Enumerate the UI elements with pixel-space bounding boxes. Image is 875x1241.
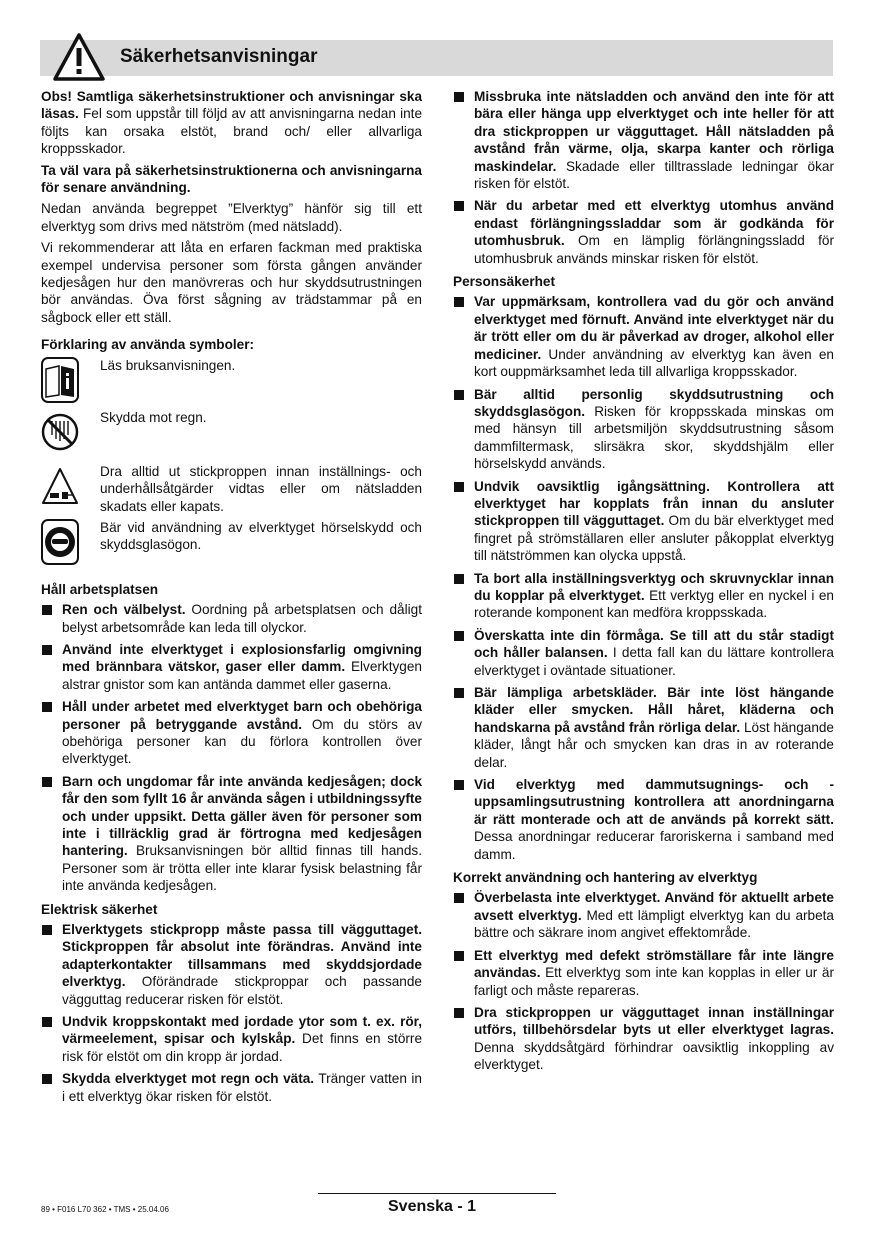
symbols-heading: Förklaring av använda symboler:: [41, 337, 255, 353]
list-item: Ett elverktyg med defekt strömställare får inte längre användas. Ett elverktyg som inte kan kopplas in eller ur är farligt och måste repareras.: [453, 947, 834, 999]
list-item: Skydda elverktyget mot regn och väta. Tränger vatten in i ett elverktyg ökar risken för elstöt.: [41, 1070, 422, 1105]
ear-eye-protection-icon: [41, 519, 79, 565]
right-column: [453, 88, 834, 1079]
list-item: Överbelasta inte elverktyget. Använd för aktuellt arbete avsett elverktyg. Med ett lämpligt elverktyg kan du arbeta bättre och säkrare inom angivet effektområde.: [453, 889, 834, 941]
list-item: När du arbetar med ett elverktyg utomhus använd endast förlängningssladdar som är godkända för utomhusbruk. Om en lämplig förlängningssladd för utomhusbruk används minskar risken för elstöt.: [453, 197, 834, 267]
list-item: Håll under arbetet med elverktyget barn och obehöriga personer på betryggande avstånd. Om du störs av obehöriga personer kan du förlora kontrollen över elverktyget.: [41, 698, 422, 768]
list-item: Elverktygets stickpropp måste passa till vägguttaget. Stickproppen får absolut inte förändras. Använd inte adapterkontakter tillsammans med skyddsjordade elverktyg. Oförändrade stickproppar och passande vägguttag reducerar risken för elstöt.: [41, 921, 422, 1008]
symbol-read-manual: Läs bruksanvisningen.: [41, 357, 422, 409]
tool-use-heading: Korrekt användning och hantering av elverktyg: [453, 870, 758, 886]
list-item: Undvik oavsiktlig igångsättning. Kontrollera att elverktyget har kopplats från innan du ansluter stickproppen till vägguttaget. Om du bär elverktyget med fingret på strömställaren eller ansluter påkopplat elverktyg till nätströmmen kan olycka uppstå.: [453, 478, 834, 565]
keep-instructions-paragraph: Ta väl vara på säkerhetsinstruktionerna och anvisningarna för senare användning.: [41, 162, 422, 196]
footer-divider: [318, 1193, 556, 1194]
read-manual-icon: [41, 357, 79, 403]
unplug-warning-icon: [41, 463, 79, 509]
document-code: 89 • F016 L70 362 • TMS • 25.04.06: [41, 1205, 169, 1214]
symbol-protective-gear: Bär vid användning av elverktyget hörselskydd och skyddsglasögon.: [41, 519, 422, 569]
electric-safety-heading: Elektrisk säkerhet: [41, 901, 158, 917]
list-item: Vid elverktyg med dammutsugnings- och -uppsamlingsutrustning kontrollera att anordningarna är rätt monterade och att de används på korrekt sätt. Dessa anordningar reducerar faroriskerna i samband med damm.: [453, 776, 834, 863]
intro-paragraph: Obs! Samtliga säkerhetsinstruktioner och anvisningar ska läsas. Fel som uppstår till följd av att anvisningarna nedan inte följts kan orsaka elstöt, brand och/ eller allvarliga kroppsskador.: [41, 89, 422, 157]
recommendation-paragraph: Vi rekommenderar att låta en erfaren fackman med praktiska exempel undervisa personer som första gången använder kedjesågen hur den manövreras och hur skyddsutrustningen bör användas. Öva först sågning av trädstammar på en sågbock eller ett ställ.: [41, 240, 422, 325]
page-title: Säkerhetsanvisningar: [120, 46, 318, 67]
list-item: Ta bort alla inställningsverktyg och skruvnycklar innan du kopplar på elverktyget. Ett verktyg eller en nyckel i en roterande komponent kan medföra kroppsskada.: [453, 570, 834, 622]
list-item: Undvik kroppskontakt med jordade ytor som t. ex. rör, värmeelement, spisar och kylskåp. Det finns en större risk för elstöt om din kropp är jordad.: [41, 1013, 422, 1065]
list-item: Barn och ungdomar får inte använda kedjesågen; dock får den som fyllt 16 år använda sågen i utbildningssyfte och under uppsikt. Detta gäller även för personer som inte i tillräcklig grad är förtrogna med kedjesågen hantering. Bruksanvisningen bör alltid finnas till hands. Personer som är trötta eller inte klarar fysisk belastning får inte använda kedjesågen.: [41, 773, 422, 895]
symbol-protect-rain: Skydda mot regn.: [41, 409, 422, 463]
list-item: Dra stickproppen ur vägguttaget innan inställningar utförs, tillbehörsdelar byts ut eller elverktyget lagras. Denna skyddsåtgärd förhindrar oavsiktlig inkoppling av elverktyget.: [453, 1004, 834, 1074]
workplace-heading: Håll arbetsplatsen: [41, 581, 159, 597]
list-item: Överskatta inte din förmåga. Se till att du står stadigt och håller balansen. I detta fall kan du lättare kontrollera elverktyget i oväntade situationer.: [453, 627, 834, 679]
list-item: Använd inte elverktyget i explosionsfarlig omgivning med brännbara vätskor, gaser eller damm. Elverktygen alstrar gnistor som kan antända dammet eller gaserna.: [41, 641, 422, 693]
no-rain-icon: [41, 409, 79, 455]
symbol-unplug: Dra alltid ut stickproppen innan inställnings- och underhållsåtgärder vidtas eller om nätsladden skadats eller kapats.: [41, 463, 422, 519]
page-number: Svenska - 1: [388, 1198, 477, 1215]
list-item: Ren och välbelyst. Oordning på arbetsplatsen och dåligt belyst arbetsområde kan leda till olyckor.: [41, 601, 422, 636]
list-item: Bär alltid personlig skyddsutrustning och skyddsglasögon. Risken för kroppsskada minskas om med hänsyn till arbetsmiljön skyddsutrustning såsom dammfiltermask, slirsäkra skor, skyddshjälm eller hörselskydd används.: [453, 386, 834, 473]
list-item: Var uppmärksam, kontrollera vad du gör och använd elverktyget med förnuft. Använd inte elverktyget när du är trött eller om du är påverkad av droger, alkohol eller mediciner. Under användning av elverktyg kan även en kort ouppmärksamhet leda till allvarliga kroppsskador.: [453, 293, 834, 380]
warning-triangle-icon: [52, 32, 106, 82]
list-item: Missbruka inte nätsladden och använd den inte för att bära eller hänga upp elverktyget och inte heller för att dra stickproppen ur vägguttaget. Håll nätsladden på avstånd från värme, olja, skarpa kanter och rörliga maskindelar. Skadade eller tilltrasslade ledningar ökar risken för elstöt.: [453, 88, 834, 192]
left-column: [41, 88, 422, 1110]
definition-paragraph: Nedan använda begreppet ”Elverktyg” hänför sig till ett elverktyg som drivs med nätström (med nätsladd).: [41, 201, 422, 234]
list-item: Bär lämpliga arbetskläder. Bär inte löst hängande kläder eller smycken. Håll håret, kläderna och handskarna på avstånd från rörliga delar. Löst hängande kläder, långt hår och smycken kan dras in av roterande delar.: [453, 684, 834, 771]
personal-safety-heading: Personsäkerhet: [453, 274, 556, 290]
